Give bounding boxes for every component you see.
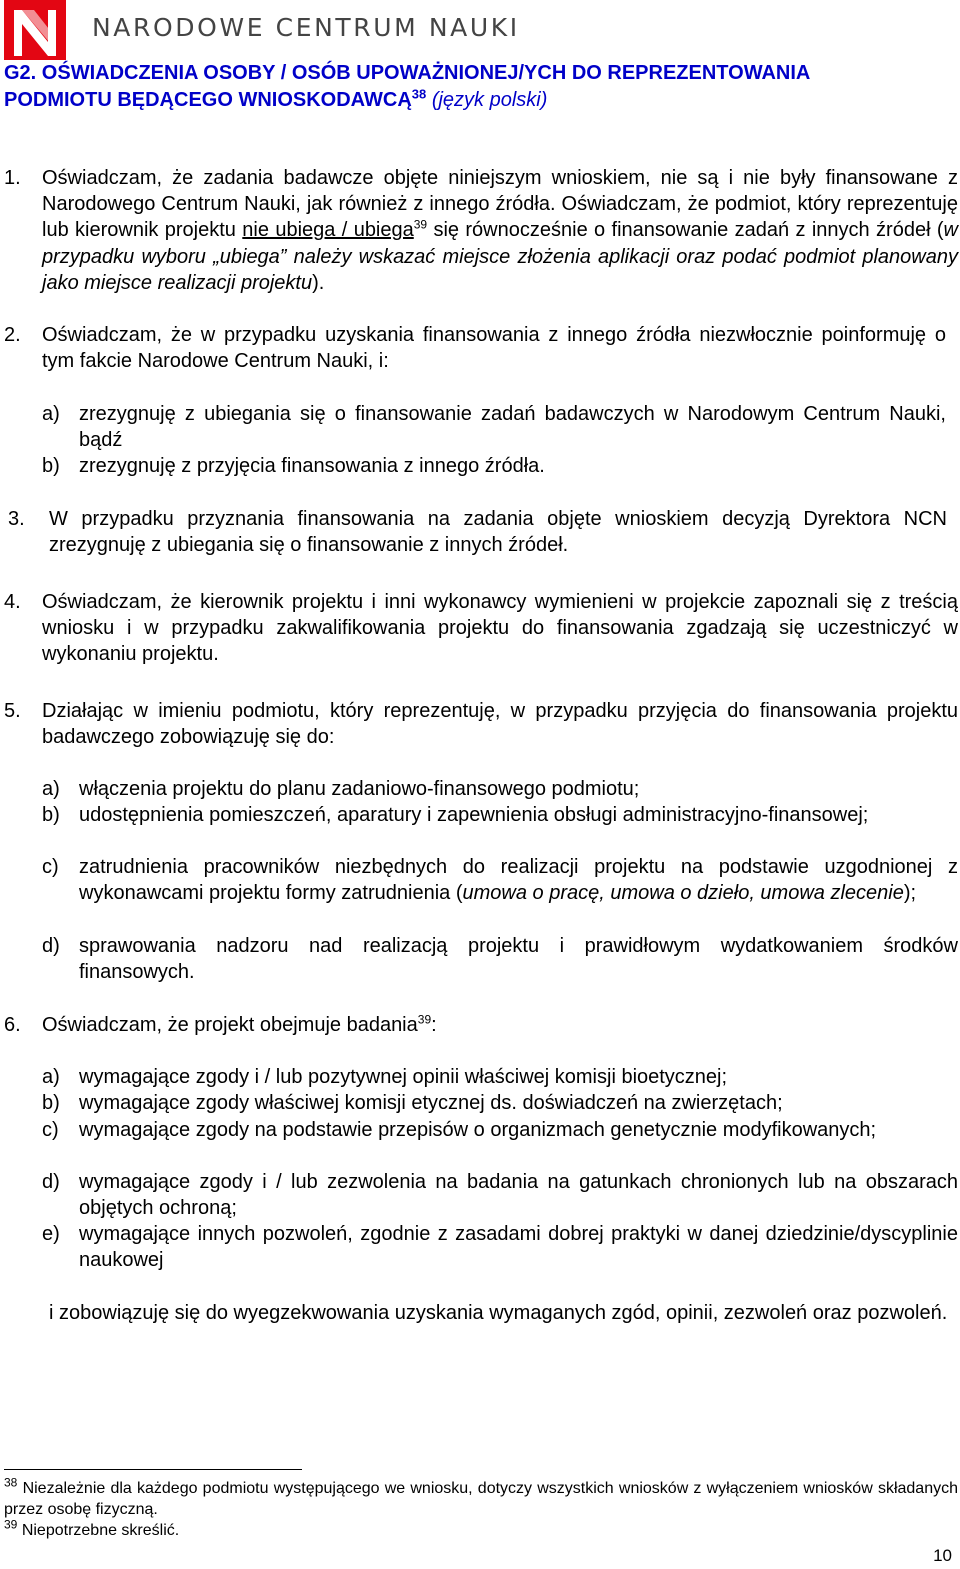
footnote-38-text: Niezależnie dla każdego podmiotu występującego we wniosku, dotyczy wszystkich wniosków z wyłączeniem wniosków składanych przez osobę fizyczną. — [4, 1480, 958, 1518]
item-5d-text: sprawowania nadzoru nad realizacją projektu i prawidłowym wydatkowaniem środków finansowych. — [79, 935, 958, 984]
item-3-number: 3. — [8, 508, 25, 530]
item-1-text — [42, 165, 958, 296]
item-5d-label: d) — [42, 935, 60, 957]
item-1-number: 1. — [4, 167, 21, 189]
section-heading — [4, 60, 958, 114]
item-5b-text: udostępnienia pomieszczeń, aparatury i zapewnienia obsługi administracyjno-finansowej; — [79, 804, 869, 826]
heading-line-2-text: PODMIOTU BĘDĄCEGO WNIOSKODAWCĄ — [4, 89, 412, 111]
item-6-closing: i zobowiązuję się do wyegzekwowania uzyskania wymaganych zgód, opinii, zezwoleń oraz pozwoleń. — [49, 1302, 948, 1324]
item-5a-text: włączenia projektu do planu zadaniowo-finansowego podmiotu; — [79, 778, 640, 800]
item-5c-part-1: zatrudnienia pracowników niezbędnych do realizacji projektu na podstawie uzgodnionej z wykonawcami projektu formy zatrudnienia ( — [79, 856, 958, 905]
item-6a-text: wymagające zgody i / lub pozytywnej opinii właściwej komisji bioetycznej; — [79, 1066, 728, 1088]
heading-language-note: (język polski) — [431, 89, 548, 111]
footnote-38 — [4, 1475, 958, 1520]
item-6-colon: : — [431, 1014, 437, 1036]
item-6-number: 6. — [4, 1014, 21, 1036]
footnote-39-number: 39 — [4, 1517, 18, 1532]
item-2-text: Oświadczam, że w przypadku uzyskania finansowania z innego źródła niezwłocznie poinformuję o tym fakcie Narodowe Centrum Nauki, i: — [42, 324, 946, 373]
item-5a-label: a) — [42, 778, 60, 800]
organization-name: NARODOWE CENTRUM NAUKI — [92, 13, 520, 42]
item-3-text: W przypadku przyznania finansowania na zadania objęte wnioskiem decyzją Dyrektora NCN zrezygnuję z ubiegania się o finansowanie z innych źródeł. — [49, 508, 947, 557]
item-5c-part-2: ); — [903, 882, 917, 905]
footnote-39-text: Niepotrzebne skreślić. — [21, 1522, 180, 1539]
item-1-choice-underlined: nie ubiega / ubiega — [242, 219, 414, 242]
item-6-text — [42, 1012, 958, 1038]
item-2b-label: b) — [42, 455, 60, 477]
ncn-logo-icon — [4, 0, 66, 60]
item-1-footnote-ref: 39 — [413, 217, 428, 232]
item-6c-label: c) — [42, 1119, 59, 1141]
item-6d-label: d) — [42, 1171, 60, 1193]
item-6d-text: wymagające zgody i / lub zezwolenia na badania na gatunkach chronionych lub na obszarach objętych ochroną; — [79, 1171, 958, 1220]
footnote-38-number: 38 — [4, 1475, 18, 1490]
item-6e-text: wymagające innych pozwoleń, zgodnie z zasadami dobrej praktyki w danej dziedzinie/dyscyplinie naukowej — [79, 1223, 958, 1272]
item-1-italic-note: w przypadku wyboru „ubiega” należy wskazać miejsce złożenia aplikacji oraz podać podmiot planowany jako miejsce realizacji projektu — [42, 219, 958, 294]
page-number: 10 — [933, 1546, 952, 1565]
item-5c-label: c) — [42, 856, 59, 878]
item-5-number: 5. — [4, 700, 21, 722]
item-1-part-1: Oświadczam, że zadania badawcze objęte niniejszym wnioskiem, nie są i nie były finansowane z Narodowego Centrum Nauki, jak również z innego źródła. Oświadczam, że podmiot, który reprezentuję lub kierownik projektu — [42, 167, 958, 242]
heading-footnote-ref: 38 — [411, 86, 427, 102]
item-6b-text: wymagające zgody właściwej komisji etycznej ds. doświadczeń na zwierzętach; — [79, 1092, 783, 1114]
item-1-part-2: się równocześnie o finansowanie zadań z innych źródeł ( — [427, 219, 944, 242]
item-5c-italic: umowa o pracę, umowa o dzieło, umowa zlecenie — [462, 882, 904, 905]
item-6e-label: e) — [42, 1223, 60, 1245]
item-6c-text: wymagające zgody na podstawie przepisów o organizmach genetycznie modyfikowanych; — [79, 1119, 877, 1141]
item-4-text: Oświadczam, że kierownik projektu i inni wykonawcy wymienieni w projekcie zapoznali się z treścią wniosku i w przypadku zakwalifikowania projektu do finansowania zgadzają się uczestniczyć w wykonaniu projektu. — [42, 591, 958, 666]
item-4-number: 4. — [4, 591, 21, 613]
item-6-footnote-ref: 39 — [417, 1012, 432, 1027]
heading-line-1: G2. OŚWIADCZENIA OSOBY / OSÓB UPOWAŻNIONEJ/YCH DO REPREZENTOWANIA — [4, 62, 811, 84]
page-header — [0, 0, 960, 62]
item-2a-text: zrezygnuję z ubiegania się o finansowanie zadań badawczych w Narodowym Centrum Nauki, bądź — [79, 403, 946, 452]
item-2b-text: zrezygnuję z przyjęcia finansowania z innego źródła. — [79, 455, 545, 477]
item-1-part-3: ). — [312, 271, 325, 294]
item-6a-label: a) — [42, 1066, 60, 1088]
item-6b-label: b) — [42, 1092, 60, 1114]
footnote-divider — [4, 1469, 302, 1470]
item-2a-label: a) — [42, 403, 60, 425]
footnote-39 — [4, 1517, 958, 1541]
item-6-intro: Oświadczam, że projekt obejmuje badania — [42, 1014, 418, 1036]
item-5c-text — [79, 854, 958, 906]
item-5-text: Działając w imieniu podmiotu, który reprezentuję, w przypadku przyjęcia do finansowania projektu badawczego zobowiązuję się do: — [42, 700, 958, 749]
item-5b-label: b) — [42, 804, 60, 826]
item-2-number: 2. — [4, 324, 21, 346]
heading-line-2 — [4, 87, 958, 114]
